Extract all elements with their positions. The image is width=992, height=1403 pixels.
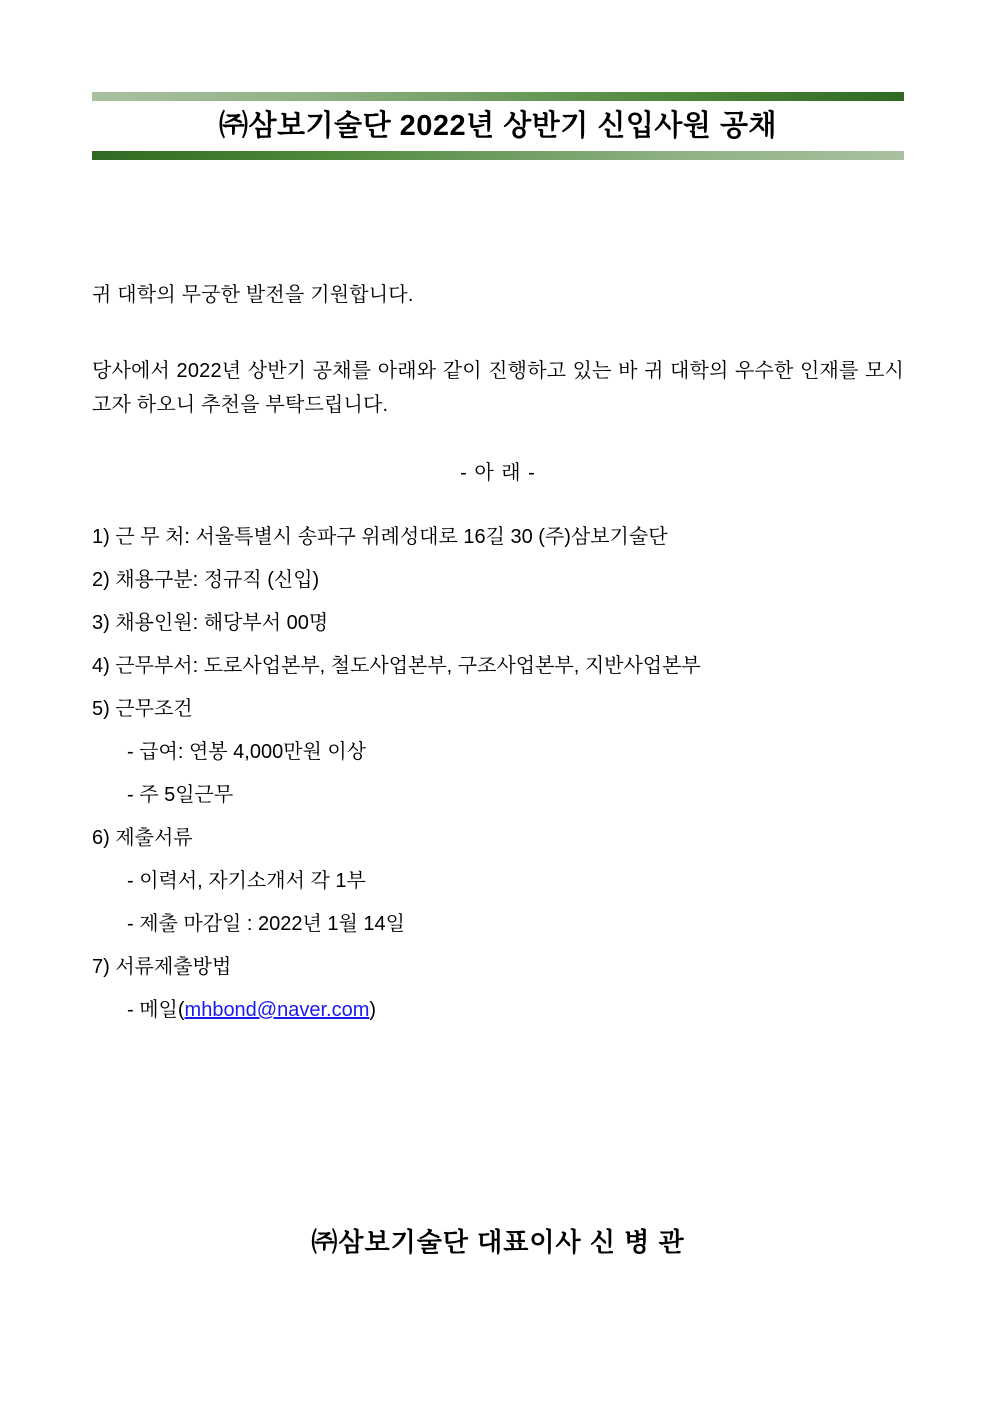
banner-bottom-rule [92,151,904,160]
list-item: - 급여: 연봉 4,000만원 이상 [127,741,367,763]
list-item: 7) 서류제출방법 [92,956,232,978]
signature-line: ㈜삼보기술단 대표이사 신 병 관 [311,1227,685,1257]
list-item: - 이력서, 자기소개서 각 1부 [127,870,366,892]
title-banner [92,92,904,160]
list-item-email [92,989,904,1032]
banner-top-rule [92,92,904,101]
list-item: 4) 근무부서: 도로사업본부, 철도사업본부, 구조사업본부, 지반사업본부 [92,655,701,677]
intro-paragraph: 당사에서 2022년 상반기 공채를 아래와 같이 진행하고 있는 바 귀 대학의 우수한 인재를 모시고자 하오니 추천을 부탁드립니다. [92,360,904,416]
list-item: 2) 채용구분: 정규직 (신입) [92,569,320,591]
list-item: - 주 5일근무 [127,784,234,806]
email-prefix: - 메일( [127,999,185,1021]
list-item: - 제출 마감일 : 2022년 1월 14일 [127,913,405,935]
list-item: 1) 근 무 처: 서울특별시 송파구 위례성대로 16길 30 (주)삼보기술단 [92,526,668,548]
below-label: - 아 래 - [460,462,536,484]
list-item: 3) 채용인원: 해당부서 00명 [92,612,329,634]
email-link[interactable]: mhbond@naver.com [184,999,370,1021]
page-title: ㈜삼보기술단 2022년 상반기 신입사원 공채 [219,110,777,142]
detail-list [92,516,904,1032]
greeting-paragraph: 귀 대학의 무궁한 발전을 기원합니다. [92,284,414,306]
list-item: 6) 제출서류 [92,827,193,849]
list-item: 5) 근무조건 [92,698,193,720]
document-body [92,278,904,1032]
email-suffix: ) [369,999,377,1021]
